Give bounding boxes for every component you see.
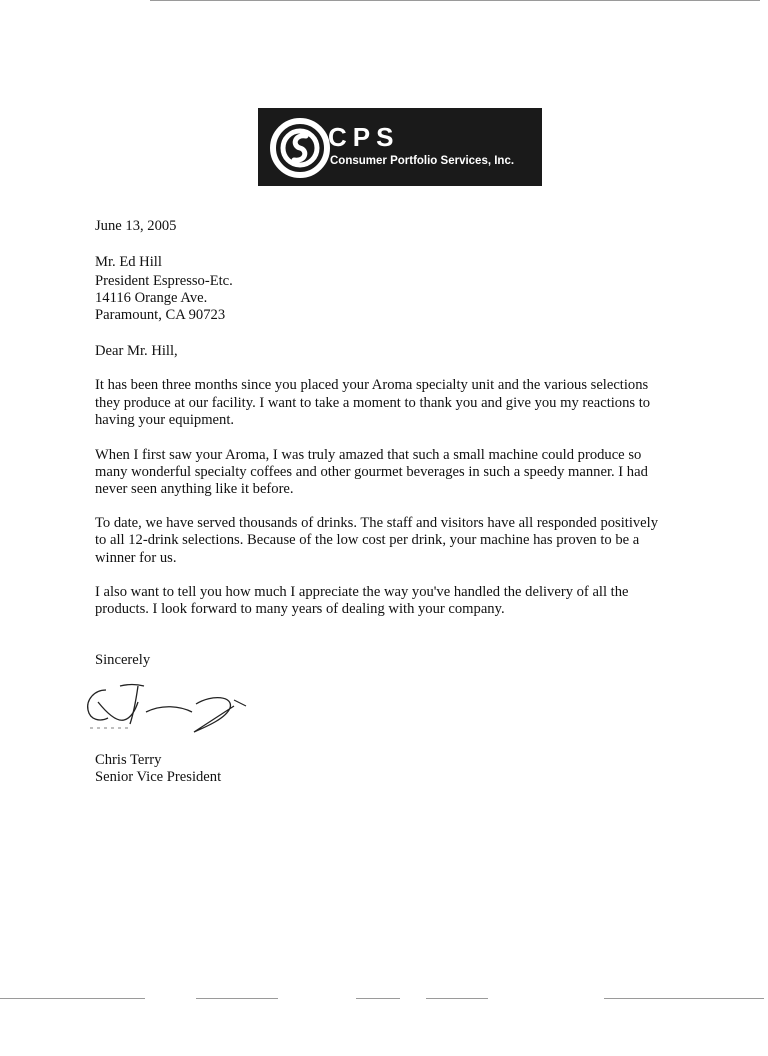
paragraph-line: many wonderful specialty coffees and other gourmet beverages in such a speedy manner. I had xyxy=(95,464,648,480)
recipient-street: 14116 Orange Ave. xyxy=(95,290,208,306)
logo-acronym: CPS xyxy=(328,122,400,152)
paragraph-line: I also want to tell you how much I appreciate the way you've handled the delivery of all the xyxy=(95,584,629,600)
paragraph-line: winner for us. xyxy=(95,550,177,566)
scan-artifact-top xyxy=(150,0,760,1)
company-logo xyxy=(258,108,542,186)
salutation: Dear Mr. Hill, xyxy=(95,343,178,359)
paragraph-line: To date, we have served thousands of drinks. The staff and visitors have all responded positively xyxy=(95,515,659,531)
scan-artifact-bottom xyxy=(196,998,278,999)
closing: Sincerely xyxy=(95,652,151,668)
paragraph-line: having your equipment. xyxy=(95,412,235,428)
recipient-name: Mr. Ed Hill xyxy=(95,254,162,270)
paragraph-line: When I first saw your Aroma, I was truly amazed that such a small machine could produce so xyxy=(95,447,642,463)
recipient-title: President Espresso-Etc. xyxy=(95,273,233,289)
signer-name: Chris Terry xyxy=(95,752,162,768)
letter-date: June 13, 2005 xyxy=(95,218,177,234)
cps-emblem-icon xyxy=(258,108,542,186)
paragraph-line: they produce at our facility. I want to take a moment to thank you and give you my reactions to xyxy=(95,395,651,411)
paragraph-line: never seen anything like it before. xyxy=(95,481,294,497)
logo-company-name: Consumer Portfolio Services, Inc. xyxy=(330,155,515,167)
handwritten-signature xyxy=(84,678,254,740)
recipient-city: Paramount, CA 90723 xyxy=(95,307,226,323)
paragraph-line: to all 12-drink selections. Because of the low cost per drink, your machine has proven to be a xyxy=(95,532,640,548)
scan-artifact-bottom xyxy=(426,998,488,999)
scan-artifact-bottom xyxy=(356,998,400,999)
scan-artifact-bottom xyxy=(0,998,145,999)
signer-title: Senior Vice President xyxy=(95,769,222,785)
scan-artifact-bottom xyxy=(604,998,764,999)
paragraph-line: It has been three months since you placed your Aroma specialty unit and the various selections xyxy=(95,377,649,393)
paragraph-line: products. I look forward to many years of dealing with your company. xyxy=(95,601,505,617)
